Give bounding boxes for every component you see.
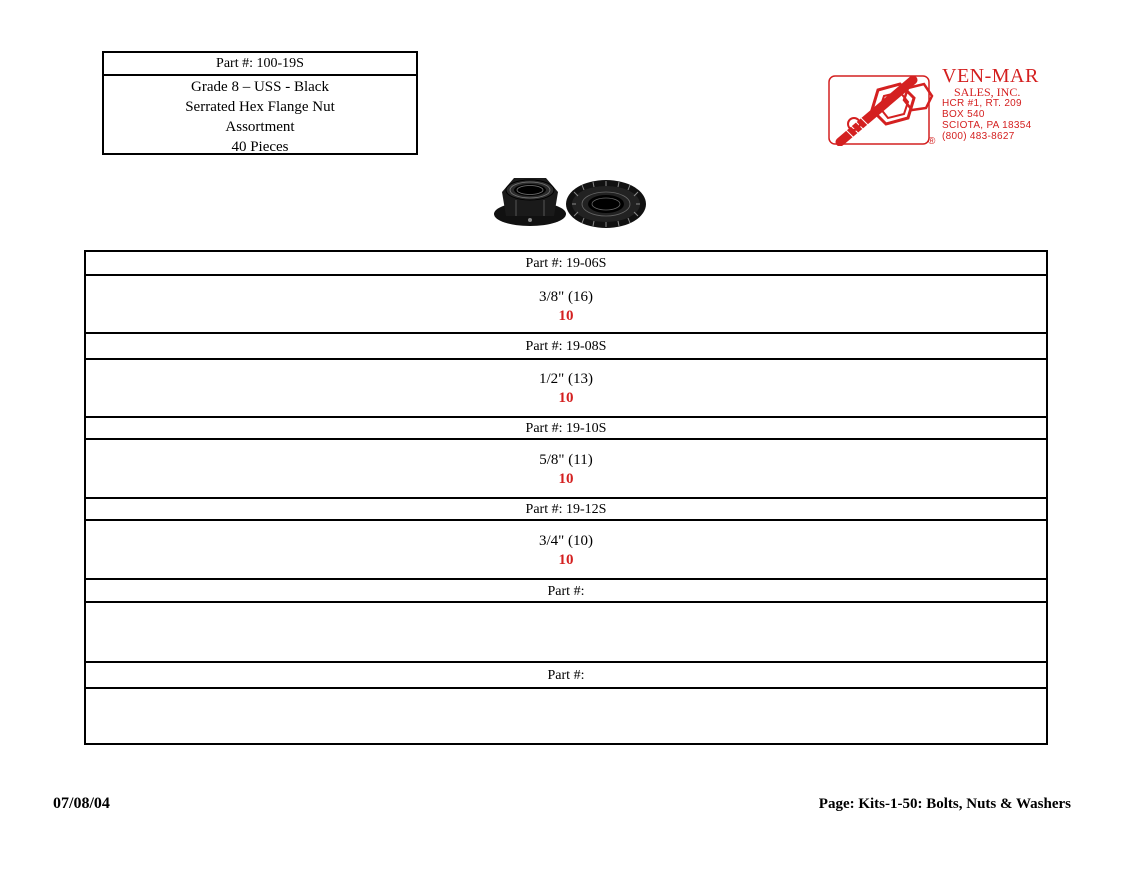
company-logo bbox=[828, 66, 1068, 150]
serrated-flange-nuts-icon bbox=[492, 170, 650, 232]
table-row-part-header: Part #: 19-06S bbox=[86, 252, 1046, 276]
quantity-value: 10 bbox=[558, 471, 574, 487]
size-label: 5/8" (11) bbox=[539, 452, 593, 468]
table-row-part-header: Part #: 19-10S bbox=[86, 418, 1046, 440]
company-address-line: SCIOTA, PA 18354 bbox=[942, 120, 1032, 131]
table-row-body bbox=[86, 689, 1046, 745]
quantity-value: 10 bbox=[558, 552, 574, 568]
kit-desc-line: Assortment bbox=[225, 119, 295, 135]
quantity-value: 10 bbox=[558, 308, 574, 324]
document-date: 07/08/04 bbox=[53, 795, 110, 812]
company-name: VEN-MAR bbox=[942, 65, 1039, 87]
table-row-body bbox=[86, 521, 1046, 580]
kit-desc-line: Grade 8 – USS - Black bbox=[191, 79, 329, 95]
company-address-line: BOX 540 bbox=[942, 109, 985, 120]
company-phone: (800) 483-8627 bbox=[942, 131, 1015, 142]
table-row-part-header: Part #: bbox=[86, 663, 1046, 689]
size-label: 3/8" (16) bbox=[538, 289, 594, 305]
kit-part-number: Part #: 100-19S bbox=[104, 53, 416, 76]
quantity-value: 10 bbox=[558, 390, 574, 406]
company-address-line: HCR #1, RT. 209 bbox=[942, 98, 1022, 109]
table-row-body bbox=[86, 276, 1046, 334]
company-subname: SALES, INC. bbox=[954, 85, 1021, 99]
kit-header-box bbox=[102, 51, 418, 155]
kit-contents-table bbox=[84, 250, 1048, 745]
table-row-body bbox=[86, 603, 1046, 663]
registered-mark: ® bbox=[928, 136, 936, 146]
logo-text-block bbox=[942, 66, 1039, 142]
bolt-nut-emblem-icon bbox=[828, 74, 940, 146]
table-row-part-header: Part #: 19-08S bbox=[86, 334, 1046, 360]
table-row-part-header: Part #: 19-12S bbox=[86, 499, 1046, 521]
kit-description bbox=[104, 76, 416, 157]
kit-desc-line: 40 Pieces bbox=[231, 139, 289, 155]
size-label: 3/4" (10) bbox=[538, 533, 594, 549]
size-label: 1/2" (13) bbox=[538, 371, 594, 387]
page-reference: Page: Kits-1-50: Bolts, Nuts & Washers bbox=[818, 796, 1071, 812]
table-row-part-header: Part #: bbox=[86, 580, 1046, 603]
table-row-body bbox=[86, 440, 1046, 499]
kit-desc-line: Serrated Hex Flange Nut bbox=[185, 99, 335, 115]
table-row-body bbox=[86, 360, 1046, 418]
